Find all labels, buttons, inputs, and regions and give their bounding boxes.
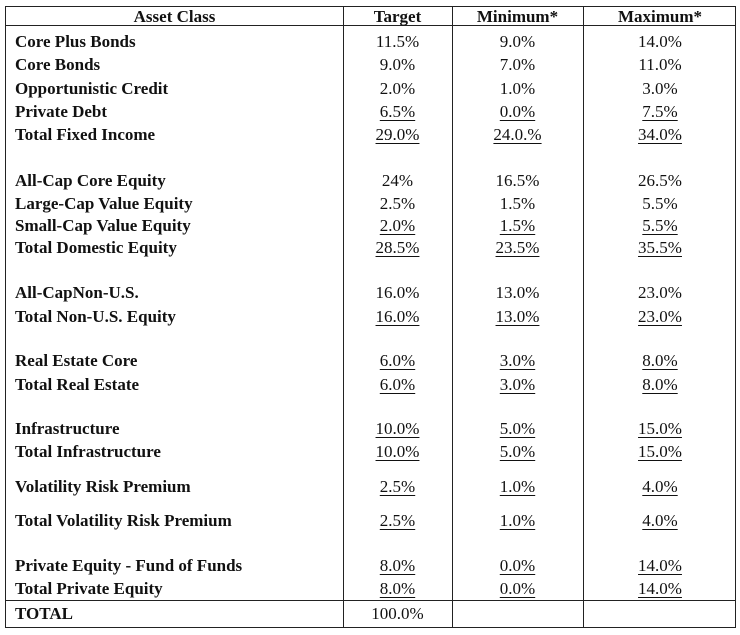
row-maximum-cell (583, 216, 737, 236)
row-label: Total Infrastructure (15, 442, 161, 461)
row-minimum-value: 23.5% (495, 238, 540, 257)
row-minimum-value: 16.5% (495, 171, 540, 190)
row-label: Small-Cap Value Equity (15, 216, 191, 235)
header-asset-class: Asset Class (133, 7, 216, 26)
row-target-cell (343, 194, 452, 214)
row-maximum-cell (583, 556, 737, 576)
row-label: Total Private Equity (15, 579, 163, 598)
row-label: Real Estate Core (15, 351, 138, 370)
row-target-value: 8.0% (379, 556, 416, 575)
row-maximum-value: 5.5% (642, 194, 678, 213)
row-maximum-cell (583, 579, 737, 599)
row-target-cell (343, 171, 452, 191)
row-minimum-value: 3.0% (499, 351, 536, 370)
row-maximum-cell (583, 283, 737, 303)
row-target-cell (343, 442, 452, 462)
row-maximum-cell (583, 442, 737, 462)
row-maximum-cell (583, 351, 737, 371)
row-target-cell (343, 79, 452, 99)
row-target-value: 2.0% (379, 216, 416, 235)
row-target-cell (343, 419, 452, 439)
row-target-value: 6.5% (379, 102, 416, 121)
row-maximum-cell (583, 102, 737, 122)
row-target-value: 2.5% (379, 194, 416, 213)
asset-allocation-table (5, 6, 736, 628)
row-minimum-value: 0.0% (499, 579, 536, 598)
row-target-value: 10.0% (375, 419, 420, 438)
row-minimum-value: 0.0% (499, 102, 536, 121)
row-maximum-value: 4.0% (642, 511, 678, 530)
row-minimum-value: 0.0% (499, 556, 536, 575)
row-minimum-cell (452, 511, 583, 531)
row-target-value: 2.5% (379, 511, 416, 530)
header-target: Target (373, 7, 422, 26)
row-minimum-cell (452, 238, 583, 258)
row-label: All-CapNon-U.S. (15, 283, 139, 302)
row-minimum-cell (452, 55, 583, 75)
row-target-value: 9.0% (379, 55, 416, 74)
row-maximum-value: 35.5% (638, 238, 682, 257)
row-minimum-value: 1.5% (499, 194, 536, 213)
row-target-value: 6.0% (379, 375, 416, 394)
row-maximum-value: 4.0% (642, 477, 678, 496)
row-maximum-cell (583, 32, 737, 52)
row-minimum-cell (452, 125, 583, 145)
row-label: Total Fixed Income (15, 125, 156, 144)
row-minimum-cell (452, 351, 583, 371)
header-maximum: Maximum* (617, 7, 703, 26)
row-minimum-cell (452, 307, 583, 327)
row-target-value: 11.5% (375, 32, 420, 51)
row-maximum-value: 7.5% (642, 102, 678, 121)
row-label: Total Non-U.S. Equity (15, 307, 176, 326)
row-maximum-value: 5.5% (642, 216, 678, 235)
row-maximum-cell (583, 55, 737, 75)
row-minimum-cell (452, 216, 583, 236)
row-minimum-cell (452, 79, 583, 99)
row-minimum-cell (452, 375, 583, 395)
row-minimum-value: 3.0% (499, 375, 536, 394)
row-target-cell (343, 375, 452, 395)
row-target-cell (343, 238, 452, 258)
row-maximum-value: 15.0% (638, 442, 682, 461)
row-maximum-value: 15.0% (638, 419, 682, 438)
row-maximum-value: 8.0% (642, 351, 678, 370)
row-target-cell (343, 216, 452, 236)
row-target-value: 16.0% (375, 283, 420, 302)
row-maximum-value: 8.0% (642, 375, 678, 394)
row-minimum-value: 1.0% (499, 79, 536, 98)
row-maximum-cell (583, 79, 737, 99)
row-maximum-cell (583, 171, 737, 191)
row-minimum-value: 13.0% (495, 283, 540, 302)
row-maximum-value: 3.0% (642, 79, 678, 98)
row-target-cell (343, 579, 452, 599)
row-maximum-value: 23.0% (638, 307, 682, 326)
row-label: Opportunistic Credit (15, 79, 169, 98)
row-minimum-cell (452, 171, 583, 191)
row-target-value: 6.0% (379, 351, 416, 370)
row-label: Total Domestic Equity (15, 238, 177, 257)
row-target-cell (343, 556, 452, 576)
row-target-cell (343, 55, 452, 75)
row-minimum-value: 24.0.% (493, 125, 542, 144)
row-minimum-cell (452, 283, 583, 303)
row-target-value: 29.0% (375, 125, 420, 144)
row-maximum-cell (583, 419, 737, 439)
row-target-cell (343, 283, 452, 303)
total-divider (6, 600, 735, 601)
row-label: Large-Cap Value Equity (15, 194, 193, 213)
row-maximum-value: 14.0% (638, 579, 682, 598)
row-target-value: 10.0% (375, 442, 420, 461)
row-label: Core Plus Bonds (15, 32, 136, 51)
row-minimum-value: 1.0% (499, 511, 536, 530)
row-minimum-value: 7.0% (499, 55, 536, 74)
row-label: All-Cap Core Equity (15, 171, 166, 190)
row-label: Core Bonds (15, 55, 101, 74)
row-maximum-cell (583, 477, 737, 497)
row-maximum-value: 26.5% (638, 171, 682, 190)
row-maximum-cell (583, 125, 737, 145)
row-label: Infrastructure (15, 419, 120, 438)
row-minimum-cell (452, 442, 583, 462)
row-minimum-cell (452, 556, 583, 576)
header-minimum: Minimum* (476, 7, 559, 26)
row-maximum-cell (583, 375, 737, 395)
row-target-cell (343, 32, 452, 52)
row-target-cell (343, 307, 452, 327)
total-label: TOTAL (15, 604, 73, 623)
row-maximum-value: 23.0% (638, 283, 682, 302)
row-target-cell (343, 351, 452, 371)
row-minimum-cell (452, 419, 583, 439)
row-maximum-cell (583, 307, 737, 327)
row-maximum-value: 34.0% (638, 125, 682, 144)
row-target-value: 24% (381, 171, 414, 190)
row-target-cell (343, 477, 452, 497)
row-target-value: 16.0% (375, 307, 420, 326)
row-label: Total Real Estate (15, 375, 140, 394)
row-target-value: 2.0% (379, 79, 416, 98)
row-target-value: 8.0% (379, 579, 416, 598)
row-maximum-value: 11.0% (638, 55, 682, 74)
row-minimum-value: 5.0% (499, 442, 536, 461)
row-minimum-cell (452, 579, 583, 599)
row-target-cell (343, 511, 452, 531)
row-label: Total Volatility Risk Premium (15, 511, 232, 530)
row-maximum-cell (583, 511, 737, 531)
row-target-value: 28.5% (375, 238, 420, 257)
row-maximum-value: 14.0% (638, 556, 682, 575)
row-minimum-cell (452, 32, 583, 52)
row-label: Volatility Risk Premium (15, 477, 191, 496)
row-minimum-value: 1.5% (499, 216, 536, 235)
row-maximum-cell (583, 194, 737, 214)
row-minimum-value: 13.0% (495, 307, 540, 326)
row-minimum-value: 5.0% (499, 419, 536, 438)
row-minimum-cell (452, 477, 583, 497)
row-maximum-value: 14.0% (638, 32, 682, 51)
row-label: Private Debt (15, 102, 108, 121)
total-target: 100.0% (371, 604, 424, 623)
row-target-cell (343, 102, 452, 122)
row-minimum-cell (452, 102, 583, 122)
row-label: Private Equity - Fund of Funds (15, 556, 243, 575)
row-target-cell (343, 125, 452, 145)
row-target-value: 2.5% (379, 477, 416, 496)
row-minimum-value: 1.0% (499, 477, 536, 496)
row-minimum-cell (452, 194, 583, 214)
row-minimum-value: 9.0% (499, 32, 536, 51)
row-maximum-cell (583, 238, 737, 258)
